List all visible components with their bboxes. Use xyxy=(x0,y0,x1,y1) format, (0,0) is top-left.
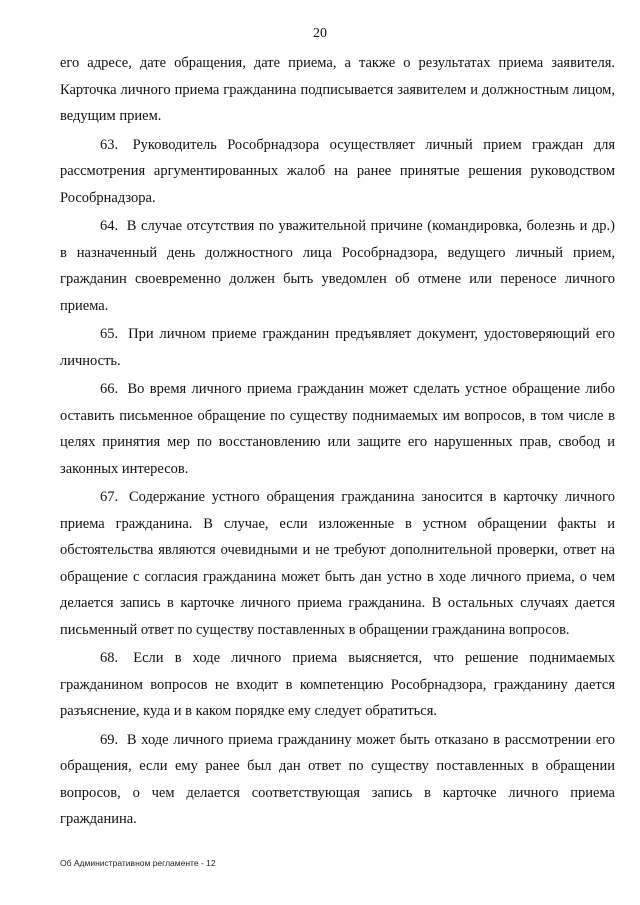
paragraph-number: 65. xyxy=(100,326,119,342)
paragraph-67 xyxy=(60,484,615,643)
document-body xyxy=(60,50,615,835)
paragraph-65 xyxy=(60,321,615,374)
paragraph-66 xyxy=(60,376,615,482)
paragraph-text: его адресе, дате обращения, дате приема, а также о результатах приема заявителя. Карточка личного приема гражданина подписывается заявителем и должностным лицом, ведущим прием. xyxy=(60,55,615,124)
paragraph-text: Руководитель Рособрнадзора осуществляет личный прием граждан для рассмотрения аргументированных жалоб на ранее принятые решения руководством Рособрнадзора. xyxy=(60,136,616,206)
paragraph-69 xyxy=(60,727,615,833)
paragraph-text: Содержание устного обращения гражданина заносится в карточку личного приема гражданина. В случае, если изложенные в устном обращении факты и обстоятельства являются очевидными и не требуют дополнительной проверки, ответ на обращение с согласия гражданина может быть дан устно в ходе личного приема, о чем делается запись в карточке личного приема гражданина. В остальных случаях дается письменный ответ по существу поставленных в обращении гражданина вопросов. xyxy=(60,489,615,638)
paragraph-68 xyxy=(60,645,615,725)
paragraph-63 xyxy=(60,132,615,212)
document-footer: Об Административном регламенте - 12 xyxy=(60,858,216,868)
paragraph-number: 63. xyxy=(100,136,119,153)
paragraph-text: В ходе личного приема гражданину может быть отказано в рассмотрении его обращения, если ему ранее был дан ответ по существу поставленных в обращении вопросов, о чем делается соответствующая запись в карточке личного приема гражданина. xyxy=(60,731,615,827)
paragraph-continuation xyxy=(60,50,615,130)
page-number: 20 xyxy=(313,26,327,41)
paragraph-number: 66. xyxy=(100,381,119,397)
paragraph-text: Если в ходе личного приема выясняется, что решение поднимаемых гражданином вопросов не входит в компетенцию Рособрнадзора, гражданину дается разъяснение, куда и в каком порядке ему следует обратиться. xyxy=(60,650,616,719)
paragraph-number: 67. xyxy=(100,489,119,505)
paragraph-text: При личном приеме гражданин предъявляет документ, удостоверяющий его личность. xyxy=(60,326,616,369)
paragraph-64 xyxy=(60,213,615,319)
paragraph-number: 68. xyxy=(100,650,119,666)
paragraph-text: Во время личного приема гражданин может сделать устное обращение либо оставить письменное обращение по существу поднимаемых им вопросов, в том числе в целях принятия мер по восстановлению или защите его нарушенных прав, свобод и законных интересов. xyxy=(60,381,615,477)
paragraph-text: В случае отсутствия по уважительной причине (командировка, болезнь и др.) в назначенный день должностного лица Рособрнадзора, ведущего личный прием, гражданин своевременно должен быть уведомлен об отмене или переносе личного приема. xyxy=(60,218,616,314)
paragraph-number: 64. xyxy=(100,218,119,234)
paragraph-number: 69. xyxy=(100,731,119,748)
